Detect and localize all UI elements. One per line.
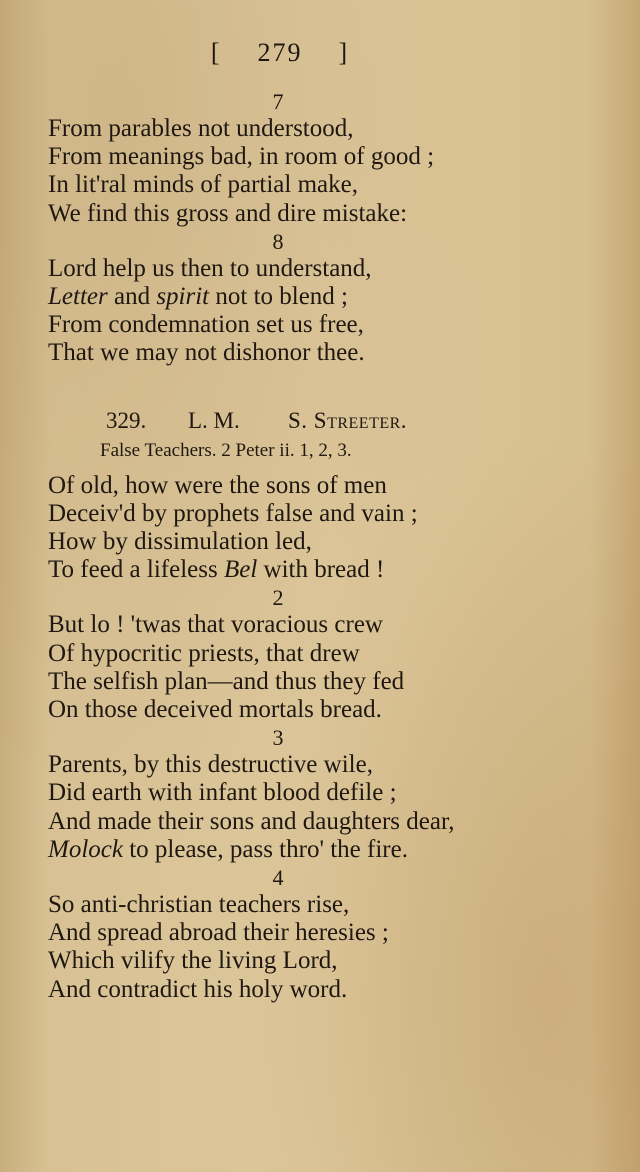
hymn-author: S. Streeter. <box>288 407 408 433</box>
bracket-open: [ <box>210 38 222 67</box>
verse-line: Did earth with infant blood defile ; <box>48 779 397 807</box>
verse-line: That we may not dishonor thee. <box>48 339 365 367</box>
bracket-close: ] <box>338 38 350 67</box>
stanza-number: 3 <box>272 725 284 751</box>
verse-line: In lit'ral minds of partial make, <box>48 171 358 199</box>
verse-line: From parables not understood, <box>48 115 354 142</box>
page-content <box>48 88 588 1004</box>
hymn-title <box>48 406 588 436</box>
verse-line: And contradict his holy word. <box>48 975 348 1003</box>
italic-word-molock: Molock <box>48 835 123 863</box>
hymn-subtitle: False Teachers. 2 Peter ii. 1, 2, 3. <box>100 439 352 461</box>
verse-line: Of old, how were the sons of men <box>48 471 387 499</box>
verse-line: Deceiv'd by prophets false and vain ; <box>48 499 418 527</box>
verse-fragment: To feed a lifeless <box>48 556 224 584</box>
verse-line-italic-mix <box>48 283 588 311</box>
verse-line-italic-mix <box>48 836 588 864</box>
verse-line: Parents, by this destructive wile, <box>48 751 373 779</box>
stanza-number: 2 <box>272 585 284 611</box>
verse-line: So anti-christian teachers rise, <box>48 891 350 919</box>
page-header <box>0 38 560 68</box>
verse-line: Which vilify the living Lord, <box>48 947 338 975</box>
hymn-meter: L. M. <box>188 407 240 433</box>
italic-word-letter: Letter <box>48 283 108 311</box>
verse-line: From meanings bad, in room of good ; <box>48 143 435 171</box>
stanza-number: 7 <box>272 89 284 114</box>
verse-line: And made their sons and daughters dear, <box>48 807 455 835</box>
italic-word-bel: Bel <box>223 556 258 584</box>
verse-line: Of hypocritic priests, that drew <box>48 639 360 667</box>
verse-line: From condemnation set us free, <box>48 311 364 339</box>
verse-line-italic-mix <box>48 556 588 584</box>
verse-fragment: and <box>107 283 157 311</box>
verse-fragment: to please, pass thro' the fire. <box>122 835 408 863</box>
verse-line: The selfish plan—and thus they fed <box>48 667 405 695</box>
italic-word-spirit: spirit <box>156 283 210 311</box>
verse-fragment: with bread ! <box>257 556 385 584</box>
page-number: 279 <box>257 38 303 67</box>
hymn-number: 329. <box>106 407 147 433</box>
verse-fragment: not to blend ; <box>209 283 349 311</box>
stanza-number: 4 <box>272 865 284 891</box>
verse-line: But lo ! 'twas that voracious crew <box>48 611 383 639</box>
verse-line: How by dissimulation led, <box>48 528 312 556</box>
verse-line: On those deceived mortals bread. <box>48 696 382 724</box>
verse-line: And spread abroad their heresies ; <box>48 919 389 947</box>
stanza-number: 8 <box>272 228 284 254</box>
verse-line: We find this gross and dire mistake: <box>48 199 408 227</box>
verse-line: Lord help us then to understand, <box>48 254 372 282</box>
